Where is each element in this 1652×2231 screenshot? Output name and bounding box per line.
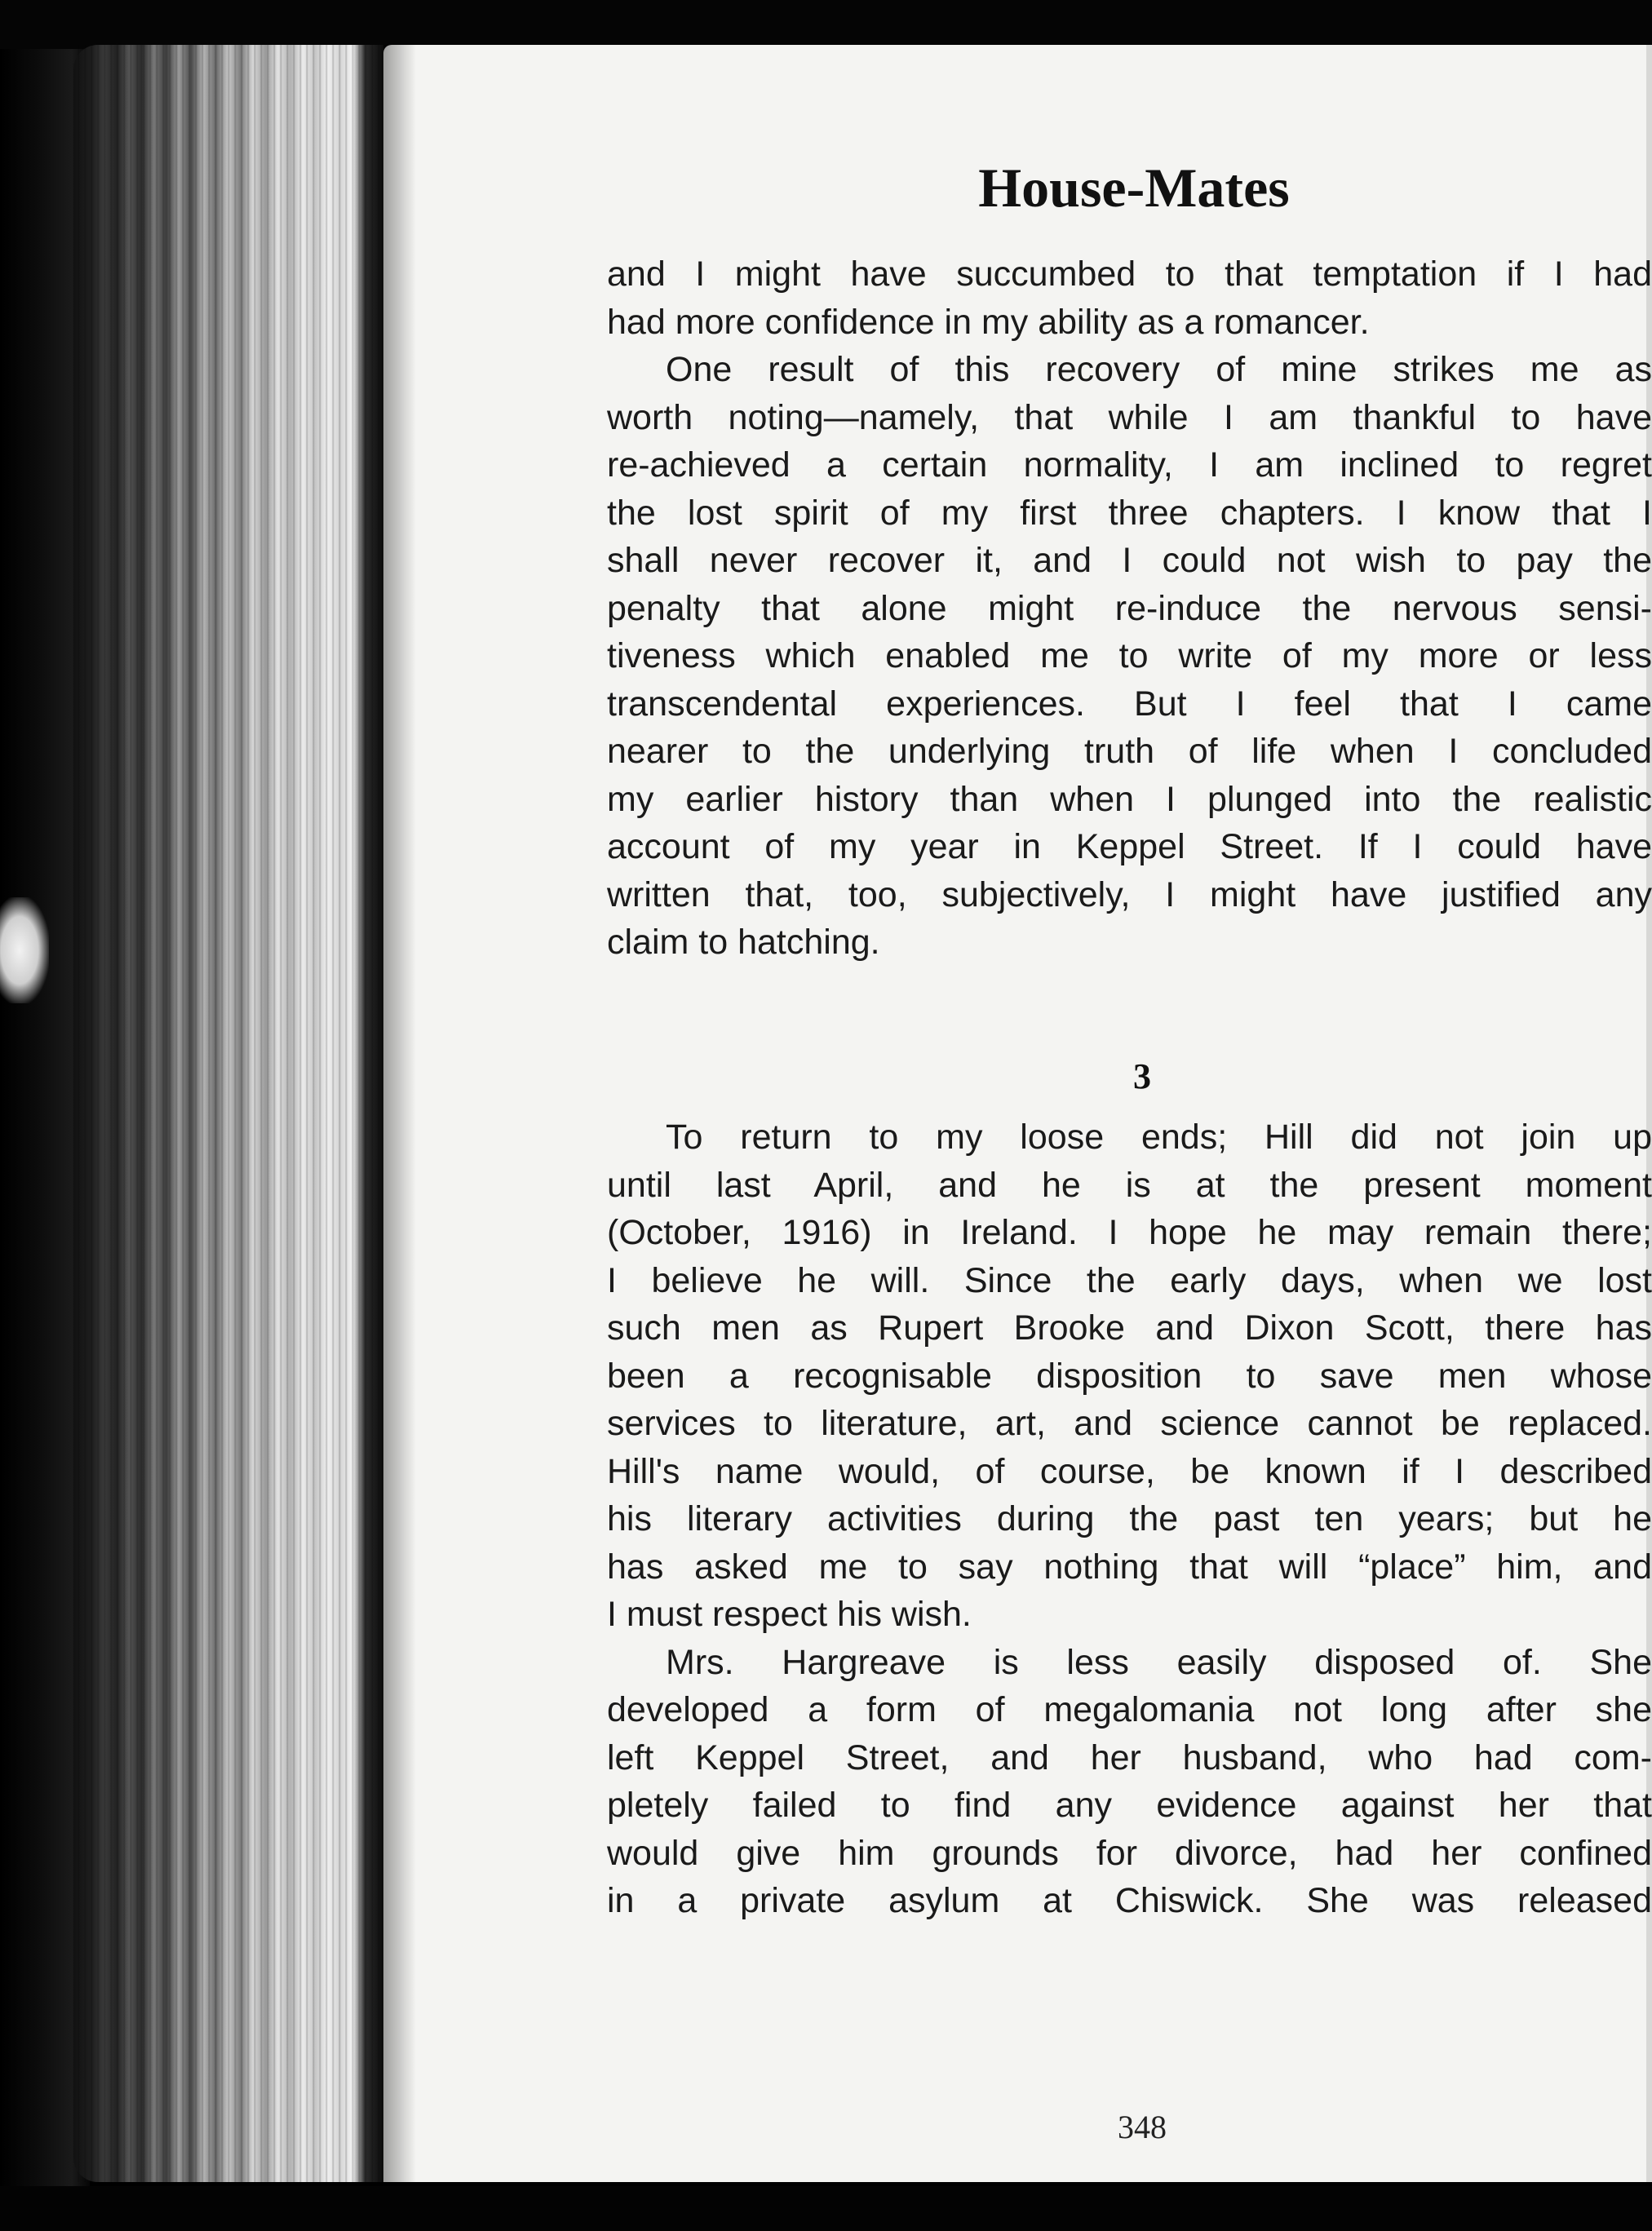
text-line: I believe he will. Since the early days, when we lost [607, 1260, 1652, 1300]
text-line: penalty that alone might re-induce the nervous sensi- [607, 588, 1652, 628]
text-line: worth noting—namely, that while I am thankful to have [607, 397, 1652, 437]
text-line: Hill's name would, of course, be known if I described [607, 1451, 1652, 1491]
text-line: account of my year in Keppel Street. If I could have [607, 827, 1652, 866]
running-head: House-Mates [978, 157, 1290, 219]
text-line: pletely failed to find any evidence against her that [607, 1786, 1652, 1825]
text-line: claim to hatching. [607, 923, 880, 962]
text-line: shall never recover it, and I could not wish to pay the [607, 541, 1652, 580]
text-block-upper [607, 250, 1652, 967]
text-line: had more confidence in my ability as a romancer. [607, 302, 1370, 342]
text-line: developed a form of megalomania not long after she [607, 1690, 1652, 1729]
text-line: left Keppel Street, and her husband, who had com- [607, 1737, 1652, 1777]
scan-artifact [0, 897, 49, 1003]
section-number: 3 [1133, 1056, 1151, 1096]
text-line: (October, 1916) in Ireland. I hope he may remain there; [607, 1213, 1652, 1252]
text-line: has asked me to say nothing that will “place” him, and [607, 1547, 1652, 1587]
text-line: such men as Rupert Brooke and Dixon Scott, there has [607, 1308, 1652, 1348]
scan-border-top [0, 0, 1652, 49]
text-line: nearer to the underlying truth of life when I concluded [607, 732, 1652, 771]
page-gutter-shadow [383, 45, 416, 2182]
text-line: his literary activities during the past ten years; but he [607, 1499, 1652, 1538]
page-stack-edge [73, 45, 383, 2182]
page-number: 348 [1118, 2109, 1167, 2145]
text-line: To return to my loose ends; Hill did not join up [666, 1118, 1652, 1157]
text-line: and I might have succumbed to that temptation if I had [607, 255, 1652, 294]
text-line: tiveness which enabled me to write of my more or less [607, 636, 1652, 675]
text-line: re-achieved a certain normality, I am inclined to regret [607, 445, 1652, 485]
text-line: in a private asylum at Chiswick. She was released [607, 1881, 1652, 1920]
text-line: written that, too, subjectively, I might have justified any [607, 874, 1652, 914]
text-line: would give him grounds for divorce, had her confined [607, 1833, 1652, 1873]
text-line: services to literature, art, and science cannot be replaced. [607, 1404, 1652, 1443]
text-line: my earlier history than when I plunged into the realistic [607, 779, 1652, 819]
text-line: I must respect his wish. [607, 1595, 972, 1634]
text-line: Mrs. Hargreave is less easily disposed of. She [666, 1642, 1652, 1682]
text-line: the lost spirit of my first three chapters. I know that I [607, 493, 1652, 533]
text-line: until last April, and he is at the present moment [607, 1165, 1652, 1205]
text-line: been a recognisable disposition to save men whose [607, 1356, 1652, 1396]
text-line: transcendental experiences. But I feel that I came [607, 684, 1652, 724]
text-block-lower [607, 1113, 1652, 1925]
scan-border-bottom [0, 2186, 1652, 2231]
text-line: One result of this recovery of mine strikes me as [666, 350, 1652, 389]
